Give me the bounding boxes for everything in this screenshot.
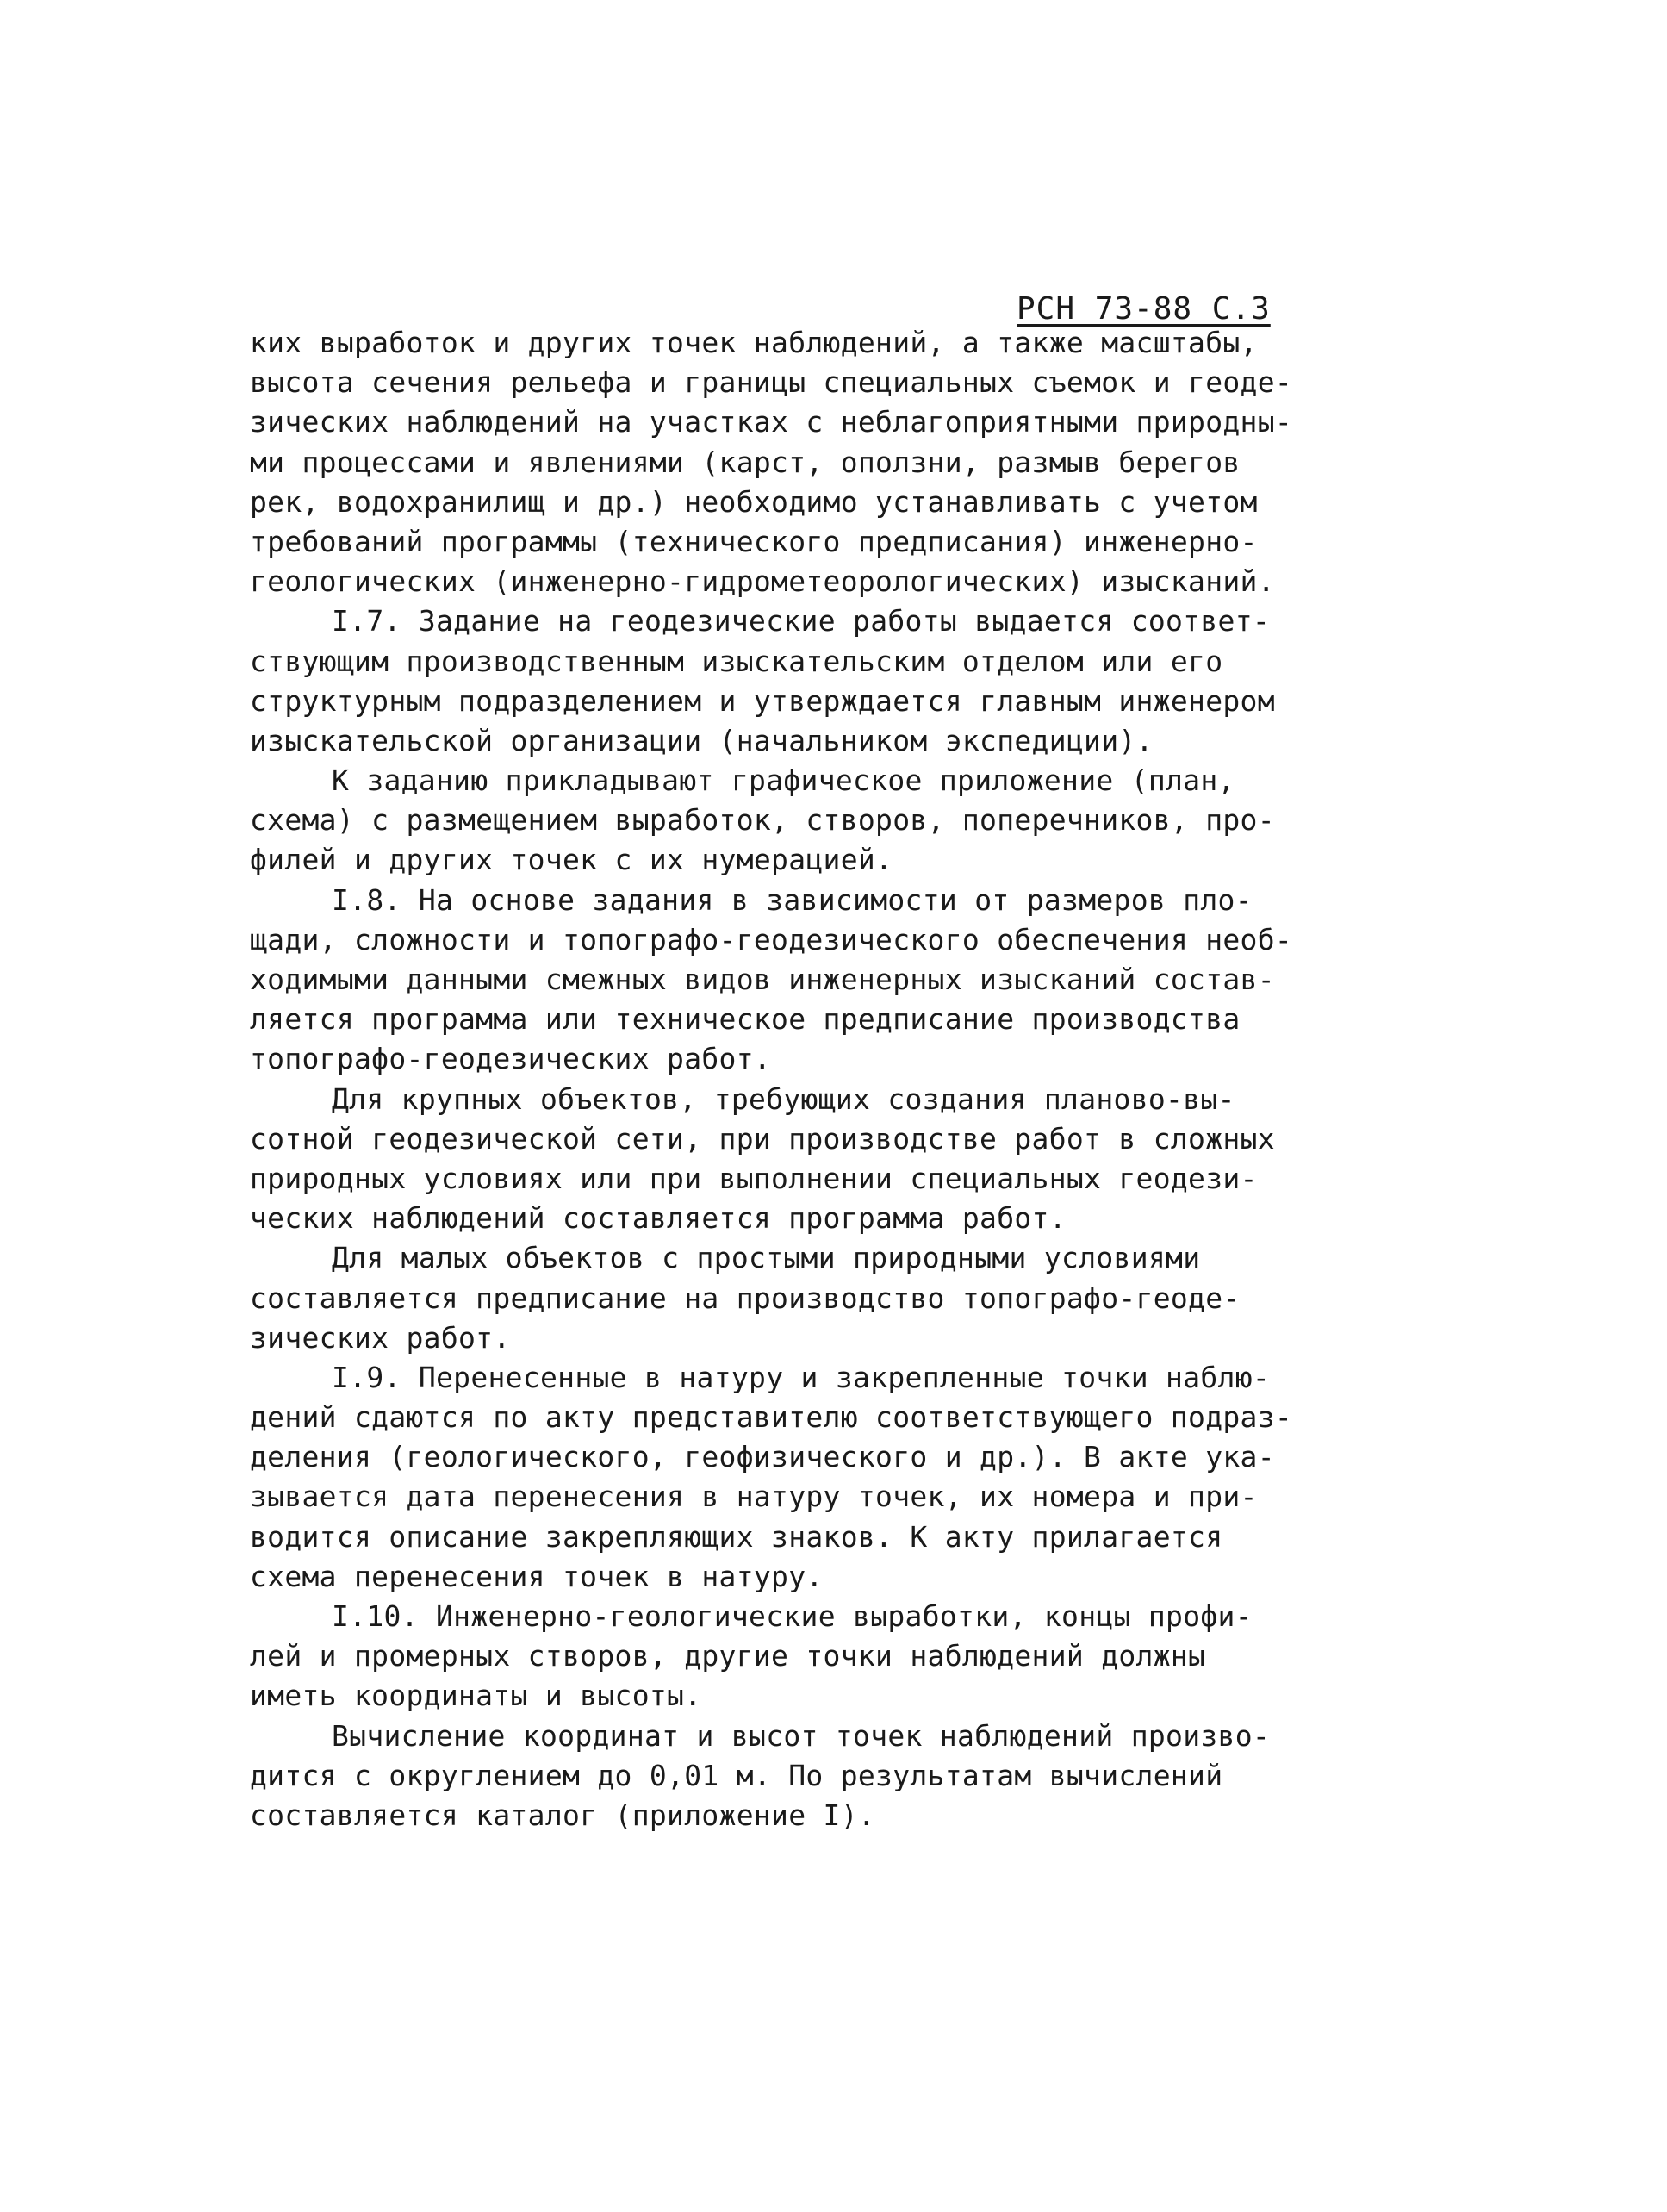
text-line: природных условиях или при выполнении специальных геодези- [250, 1161, 1258, 1195]
text-line: зывается дата перенесения в натуру точек, их номера и при- [250, 1480, 1258, 1514]
paragraph-start: Для малых объектов с простыми природными условиями [332, 1241, 1201, 1275]
text-line: лей и промерных створов, другие точки наблюдений должны [250, 1639, 1206, 1673]
text-line: рек, водохранилищ и др.) необходимо устанавливать с учетом [250, 484, 1258, 519]
text-line: ствующим производственным изыскательским отделом или его [250, 644, 1223, 678]
text-line: высота сечения рельефа и границы специальных съемок и геоде- [250, 365, 1293, 400]
text-line: дится с округлением до 0,01 м. По результатам вычислений [250, 1758, 1223, 1792]
paragraph-start-1-10: I.10. Инженерно-геологические выработки, концы профи- [332, 1599, 1253, 1633]
text-line: ких выработок и других точек наблюдений, а также масштабы, [250, 326, 1258, 359]
text-line: составляется каталог (приложение I). [250, 1798, 876, 1832]
text-line: водится описание закрепляющих знаков. К акту прилагается [250, 1519, 1223, 1554]
text-line: структурным подразделением и утверждается главным инженером [250, 683, 1275, 718]
paragraph-start: К заданию прикладывают графическое приложение (план, [332, 763, 1235, 798]
paragraph-start-1-8: I.8. На основе задания в зависимости от размеров пло- [332, 882, 1253, 917]
text-line: зических наблюдений на участках с неблагоприятными природны- [250, 405, 1293, 439]
page-header-code: РСН 73-88 С.3 [1017, 291, 1271, 327]
text-line: филей и других точек с их нумерацией. [250, 843, 893, 877]
text-line: иметь координаты и высоты. [250, 1679, 702, 1713]
text-line: требований программы (технического предписания) инженерно- [250, 524, 1258, 558]
paragraph-start-1-7: I.7. Задание на геодезические работы выдается соответ- [332, 604, 1271, 639]
paragraph-start-1-9: I.9. Перенесенные в натуру и закрепленные точки наблю- [332, 1360, 1271, 1394]
text-line: топографо-геодезических работ. [250, 1042, 772, 1076]
text-line: ляется программа или техническое предписание производства [250, 1002, 1241, 1037]
text-line: щади, сложности и топографо-геодезического обеспечения необ- [250, 922, 1293, 956]
body-text [250, 323, 1293, 1835]
text-line: составляется предписание на производство топографо-геоде- [250, 1280, 1241, 1315]
text-line: ходимыми данными смежных видов инженерных изысканий состав- [250, 963, 1275, 996]
text-line: деления (геологического, геофизического и др.). В акте ука- [250, 1440, 1275, 1474]
text-line: зических работ. [250, 1320, 511, 1355]
text-line: дений сдаются по акту представителю соответствующего подраз- [250, 1400, 1293, 1435]
paragraph-start: Для крупных объектов, требующих создания планово-вы- [332, 1081, 1235, 1116]
text-line: изыскательской организации (начальником экспедиции). [250, 723, 1154, 757]
text-line: ми процессами и явлениями (карст, оползни, размыв берегов [250, 445, 1241, 479]
text-line: ческих наблюдений составляется программа работ. [250, 1201, 1067, 1236]
text-line: схема) с размещением выработок, створов, поперечников, про- [250, 803, 1275, 838]
paragraph-start: Вычисление координат и высот точек наблюдений произво- [332, 1718, 1271, 1753]
text-line: сотной геодезической сети, при производстве работ в сложных [250, 1121, 1275, 1156]
text-line: геологических (инженерно-гидрометеорологических) изысканий. [250, 564, 1275, 599]
text-line: схема перенесения точек в натуру. [250, 1559, 824, 1593]
